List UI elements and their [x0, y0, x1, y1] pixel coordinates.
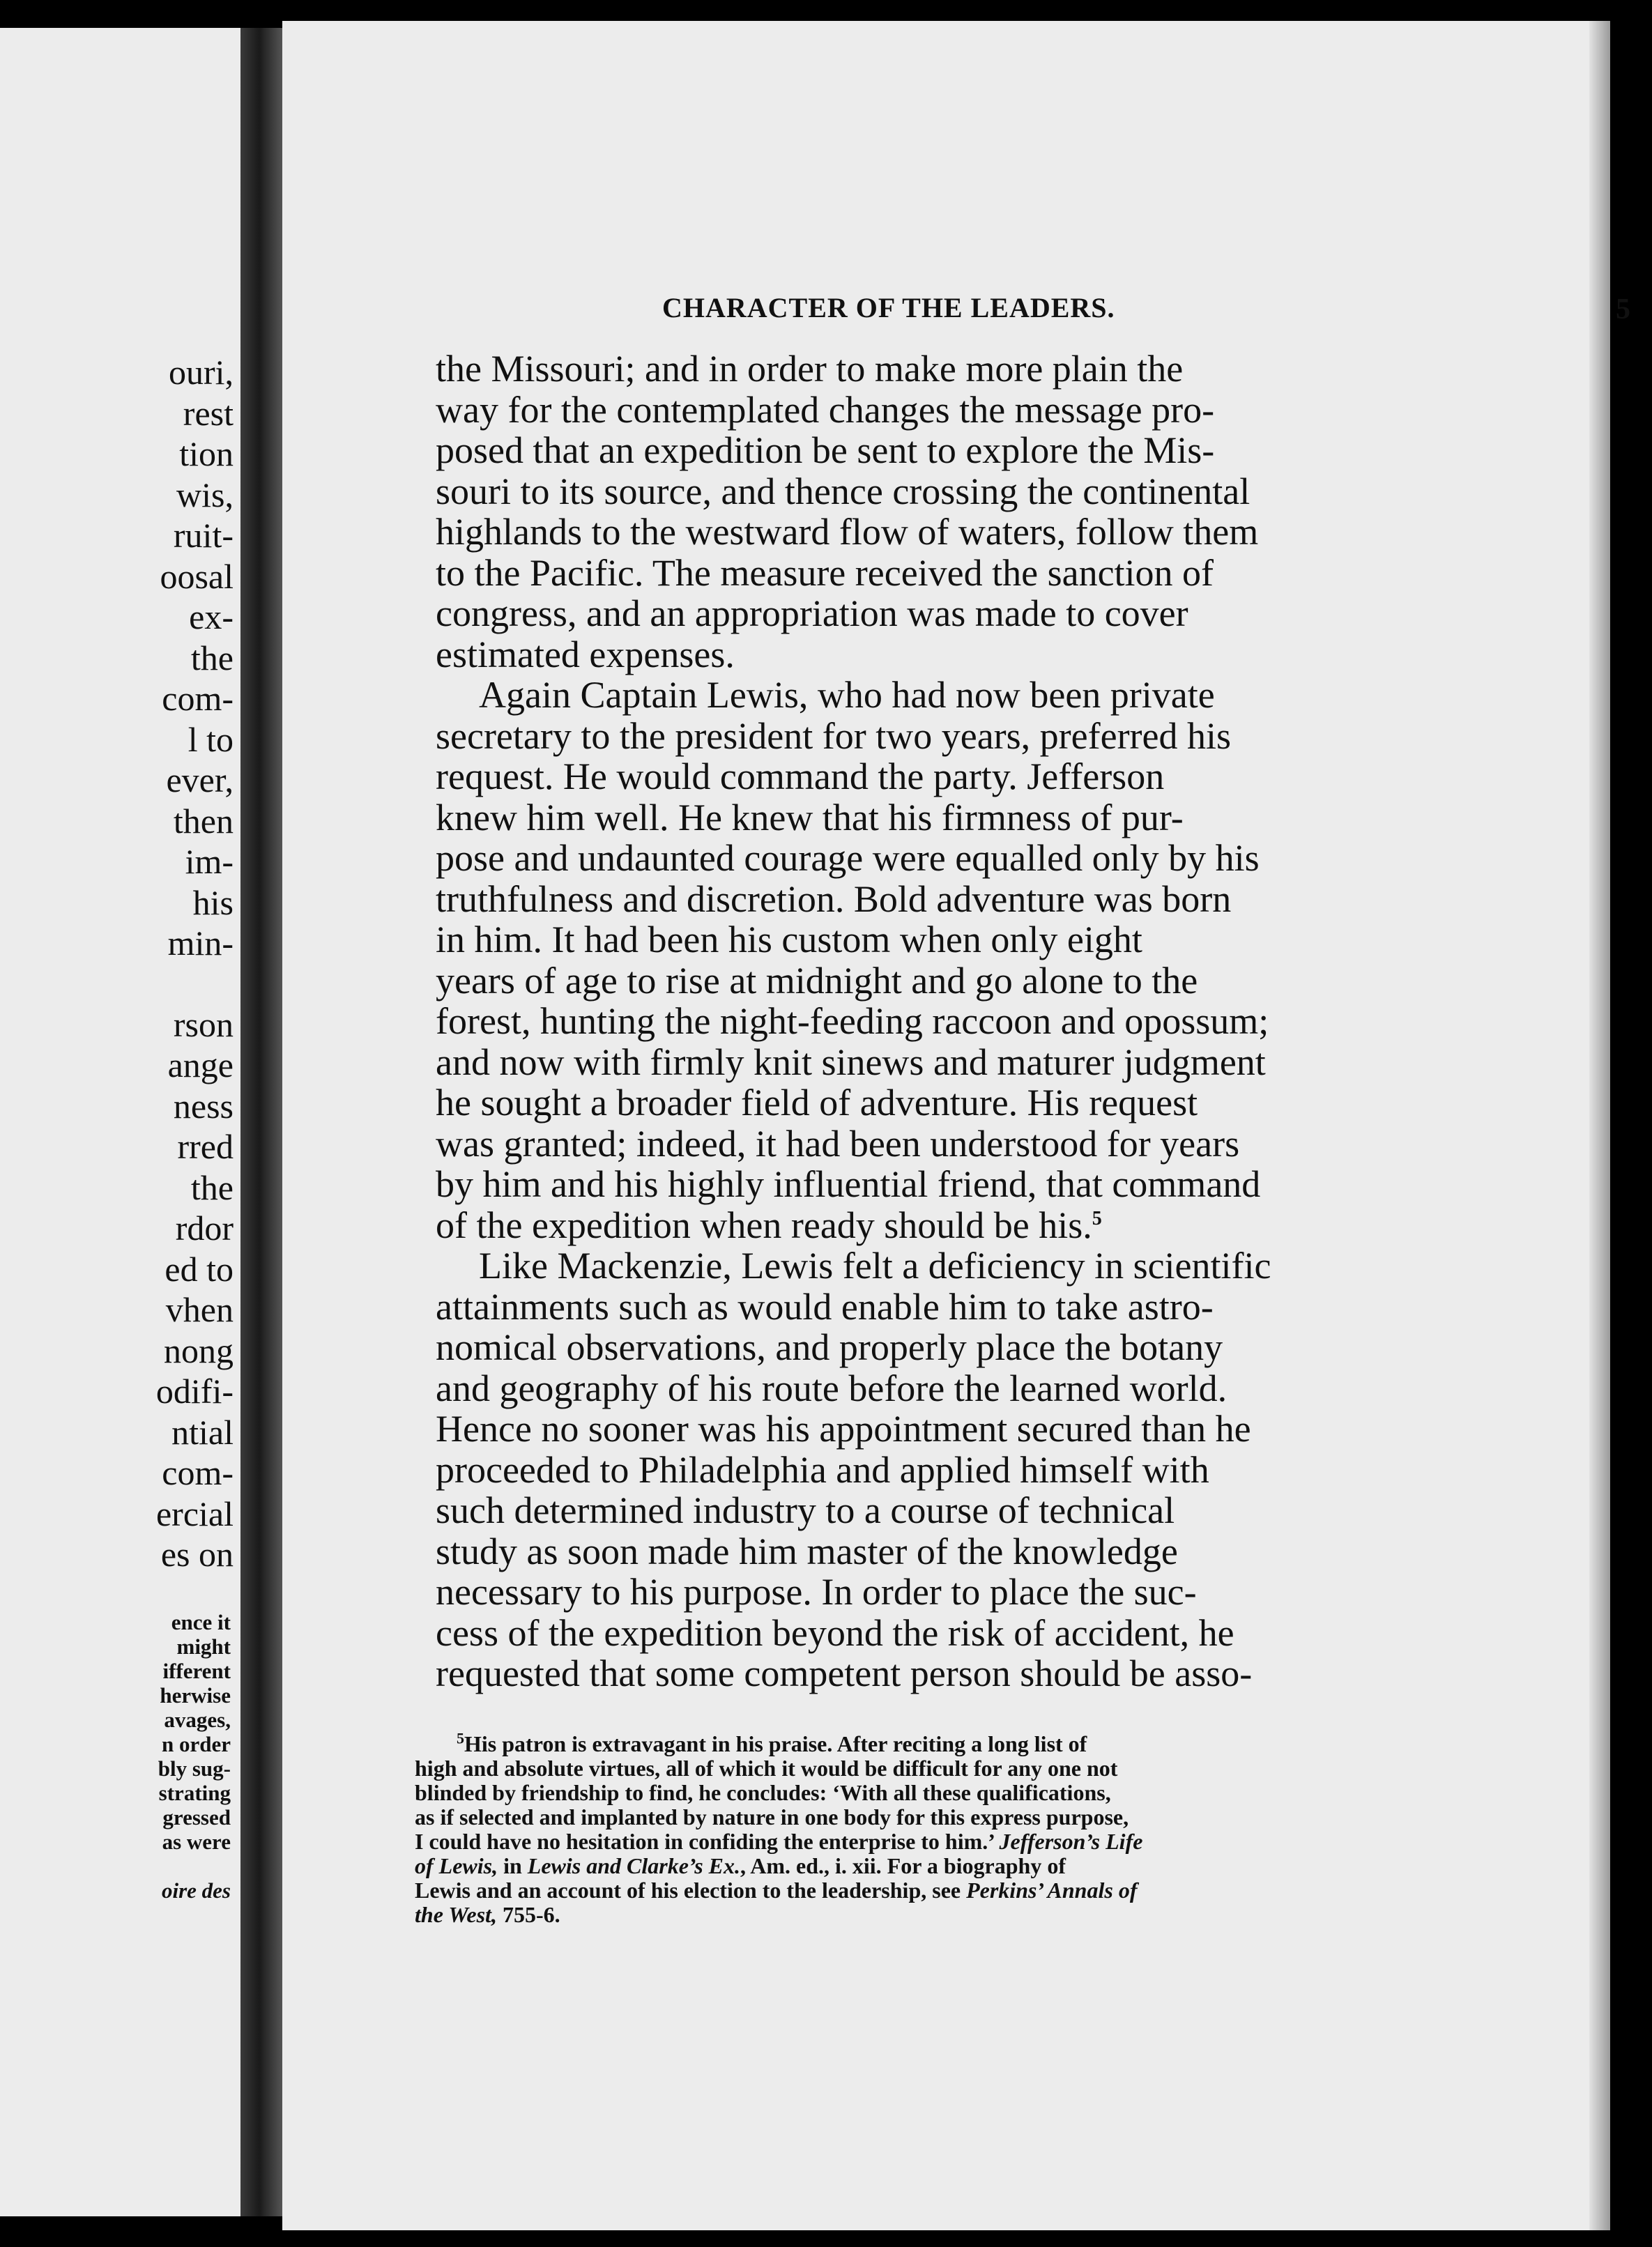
left-page-line: ness — [173, 1086, 234, 1126]
body-line: souri to its source, and thence crossing the continental — [436, 470, 1251, 512]
footnote-reference: 5 — [1092, 1207, 1102, 1229]
footnote-line: $^5$His patron is extravagant in his praise. After reciting a long list of — [457, 1729, 1087, 1756]
footnote-line: I could have no hesitation in confiding the enterprise to him.’ Jefferson’s Life — [415, 1829, 1143, 1854]
left-page-line: tion — [179, 434, 234, 473]
left-page-line: es on — [160, 1535, 234, 1574]
left-page-line: then — [173, 801, 234, 841]
body-line: proceeded to Philadelphia and applied himself with — [436, 1448, 1209, 1491]
left-page-line: com- — [162, 1453, 234, 1492]
left-page-line: nong — [164, 1330, 234, 1370]
left-facing-page — [0, 28, 240, 2216]
left-page-line: ex- — [189, 597, 234, 636]
body-line: the Missouri; and in order to make more plain the — [436, 348, 1184, 390]
left-page-footnote-line: as were — [162, 1830, 231, 1854]
left-page-footnote-line: oire des — [161, 1878, 231, 1903]
body-line: he sought a broader field of adventure. His request — [436, 1082, 1198, 1124]
footnote — [408, 1729, 1607, 1927]
left-page-footnote-line: ifferent — [162, 1659, 231, 1683]
footnote-marker: 5 — [457, 1729, 464, 1747]
left-page-line: ever, — [166, 760, 234, 799]
body-line: forest, hunting the night-feeding raccoon and opossum; — [436, 1000, 1269, 1042]
left-page-line: ed to — [165, 1249, 234, 1289]
body-line: posed that an expedition be sent to explore the Mis- — [436, 429, 1215, 471]
left-page-line: his — [192, 882, 234, 922]
left-page-line: rest — [183, 393, 234, 433]
body-line: of the expedition when ready should be his.$^5$ — [436, 1204, 1102, 1246]
left-page-line: ruit- — [173, 516, 234, 555]
body-line: request. He would command the party. Jefferson — [436, 756, 1165, 797]
body-line: Like Mackenzie, Lewis felt a deficiency in scientific — [479, 1245, 1271, 1287]
footnote-line: blinded by friendship to find, he concludes: ‘With all these qualifications, — [415, 1780, 1111, 1805]
left-page-footnote-line: might — [176, 1634, 231, 1659]
body-line: estimated expenses. — [436, 633, 735, 675]
body-line: necessary to his purpose. In order to place the suc- — [436, 1571, 1197, 1613]
footnote-line: the West, 755-6. — [415, 1902, 560, 1927]
book-page — [282, 21, 1630, 2230]
body-line: by him and his highly influential friend, that command — [436, 1163, 1261, 1205]
footnote-line: high and absolute virtues, all of which it would be difficult for any one not — [415, 1756, 1118, 1781]
left-page-line: min- — [167, 923, 234, 963]
running-head: CHARACTER OF THE LEADERS. — [662, 292, 1115, 323]
left-page-footnote-line: n order — [161, 1732, 231, 1756]
body-line: such determined industry to a course of technical — [436, 1489, 1175, 1531]
left-page-line: vhen — [165, 1290, 234, 1329]
footnote-line: as if selected and implanted by nature in one body for this express purpose, — [415, 1804, 1129, 1830]
left-page-footnotes — [158, 1610, 231, 1903]
body-line: and now with firmly knit sinews and maturer judgment — [436, 1041, 1266, 1083]
left-page-line: ange — [167, 1045, 234, 1084]
page-header — [662, 279, 1652, 335]
page-number: 5 — [1616, 293, 1630, 325]
left-page-footnote-line: bly sug- — [158, 1756, 231, 1781]
left-page-text — [156, 352, 234, 1575]
book-gutter — [240, 28, 282, 2216]
left-page-line: wis, — [176, 475, 234, 514]
left-page-line: l to — [188, 719, 234, 759]
left-page-footnote-line — [158, 1854, 231, 1878]
body-line: knew him well. He knew that his firmness of pur- — [436, 796, 1184, 838]
left-page-line: rdor — [175, 1209, 234, 1248]
left-page-footnote-line: strating — [158, 1781, 231, 1805]
left-page-line: oosal — [160, 556, 234, 596]
body-line: in him. It had been his custom when only eight — [436, 919, 1142, 960]
body-line: was granted; indeed, it had been understood for years — [436, 1122, 1240, 1165]
left-page-line: ntial — [171, 1412, 234, 1452]
left-page-line: ouri, — [168, 353, 234, 392]
body-line: attainments such as would enable him to take astro- — [436, 1285, 1214, 1328]
left-page-line: rred — [177, 1127, 234, 1166]
body-line: way for the contemplated changes the message pro- — [436, 388, 1215, 431]
body-text — [429, 348, 1628, 1694]
left-page-line — [156, 964, 234, 1004]
body-line: requested that some competent person should be asso- — [436, 1652, 1253, 1694]
body-line: highlands to the westward flow of waters, follow them — [436, 511, 1259, 553]
body-line: Again Captain Lewis, who had now been private — [479, 674, 1215, 716]
body-line: congress, and an appropriation was made to cover — [436, 592, 1188, 634]
body-line: study as soon made him master of the knowledge — [436, 1530, 1178, 1572]
left-page-line: im- — [185, 842, 234, 881]
left-page-line: the — [190, 1167, 234, 1207]
left-page-footnote-line: herwise — [160, 1683, 231, 1708]
body-line: truthfulness and discretion. Bold adventure was born — [436, 877, 1232, 920]
left-page-line: odifi- — [155, 1372, 234, 1411]
left-page-footnote-line: ence it — [171, 1610, 231, 1634]
body-line: to the Pacific. The measure received the sanction of — [436, 551, 1214, 594]
left-page-line: com- — [162, 679, 234, 718]
footnote-line: of Lewis, in Lewis and Clarke’s Ex., Am. ed., i. xii. For a biography of — [415, 1853, 1066, 1878]
left-page-line: ercial — [155, 1494, 234, 1533]
left-page-footnote-line: gressed — [162, 1805, 231, 1830]
footnote-line: Lewis and an account of his election to the leadership, see Perkins’ Annals of — [415, 1878, 1138, 1903]
body-line: and geography of his route before the learned world. — [436, 1367, 1227, 1409]
body-line: Hence no sooner was his appointment secured than he — [436, 1408, 1251, 1450]
body-line: secretary to the president for two years, preferred his — [436, 714, 1232, 757]
left-page-line: rson — [173, 1004, 234, 1044]
body-line: pose and undaunted courage were equalled only by his — [436, 837, 1260, 879]
left-page-footnote-line: avages, — [164, 1708, 231, 1732]
body-line: years of age to rise at midnight and go alone to the — [436, 959, 1198, 1002]
body-line: cess of the expedition beyond the risk of accident, he — [436, 1611, 1234, 1654]
body-line: nomical observations, and properly place the botany — [436, 1326, 1223, 1368]
left-page-line: the — [190, 638, 234, 677]
